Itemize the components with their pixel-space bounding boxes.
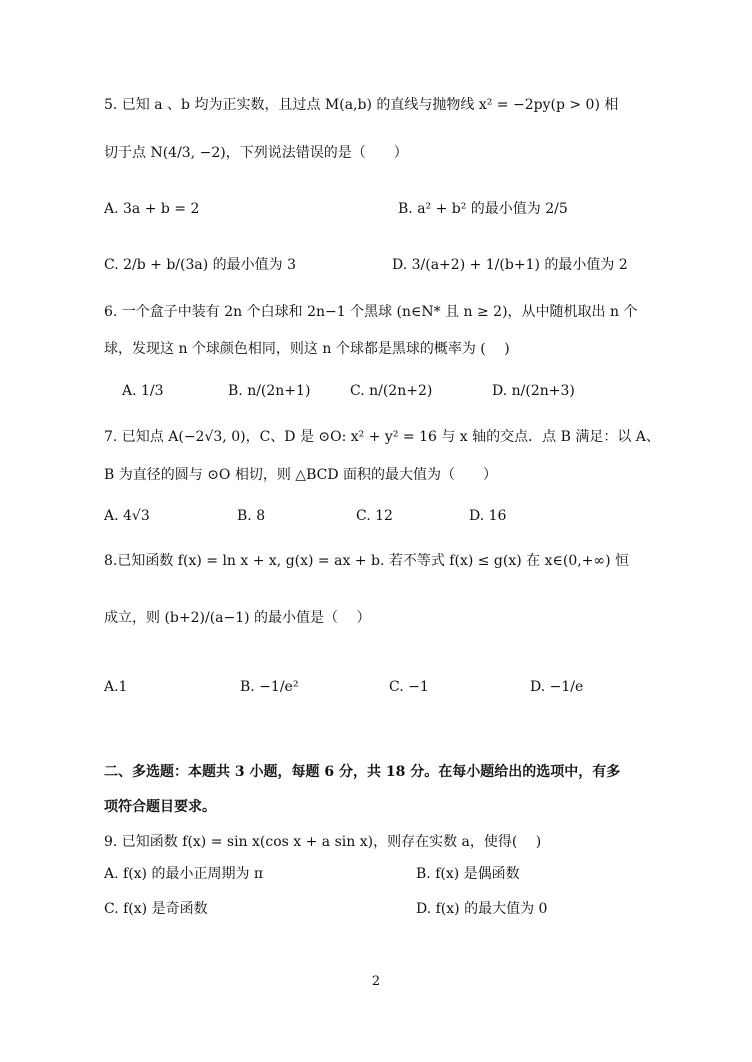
q8-line2: 成立，则 (b+2)/(a−1) 的最小值是（ ） <box>104 610 371 626</box>
q7-option-b: B. 8 <box>237 508 266 524</box>
q6-option-d: D. n/(2n+3) <box>492 383 575 399</box>
q8-option-a: A.1 <box>104 679 128 695</box>
q7-option-d: D. 16 <box>469 508 507 524</box>
q7-option-c: C. 12 <box>356 508 393 524</box>
q9-option-d: D. f(x) 的最大值为 0 <box>416 901 548 917</box>
q5-line1: 5. 已知 a 、b 均为正实数，且过点 M(a,b) 的直线与抛物线 x² = −2py(p > 0) 相 <box>104 97 619 113</box>
q6-line1: 6. 一个盒子中装有 2n 个白球和 2n−1 个黑球 (n∈N* 且 n ≥ 2)，从中随机取出 n 个 <box>104 304 638 320</box>
q5-option-b: B. a² + b² 的最小值为 2/5 <box>398 201 568 217</box>
q8-option-d: D. −1/e <box>530 679 584 695</box>
q5-line2: 切于点 N(4/3, −2)，下列说法错误的是（ ） <box>104 145 408 161</box>
q7-line2: B 为直径的圆与 ⊙O 相切，则 △BCD 面积的最大值为（ ） <box>104 467 497 483</box>
section2-line1: 二、多选题：本题共 3 小题，每题 6 分，共 18 分。在每小题给出的选项中，有多 <box>104 764 621 780</box>
q9-option-a: A. f(x) 的最小正周期为 π <box>104 866 264 882</box>
page-number: 2 <box>371 974 381 989</box>
q7-option-a: A. 4√3 <box>104 508 150 524</box>
q9-option-b: B. f(x) 是偶函数 <box>416 866 520 882</box>
q8-line1: 8.已知函数 f(x) = ln x + x, g(x) = ax + b. 若不等式 f(x) ≤ g(x) 在 x∈(0,+∞) 恒 <box>104 553 629 569</box>
q8-option-b: B. −1/e² <box>240 679 299 695</box>
q7-line1: 7. 已知点 A(−2√3, 0)，C、D 是 ⊙O: x² + y² = 16 与 x 轴的交点．点 B 满足：以 A、 <box>104 429 660 445</box>
q5-option-a: A. 3a + b = 2 <box>104 201 200 217</box>
q8-option-c: C. −1 <box>389 679 429 695</box>
q6-line2: 球，发现这 n 个球颜色相同，则这 n 个球都是黑球的概率为 ( ) <box>104 341 510 357</box>
q5-option-d: D. 3/(a+2) + 1/(b+1) 的最小值为 2 <box>392 257 628 273</box>
q6-option-c: C. n/(2n+2) <box>350 383 433 399</box>
q9-option-c: C. f(x) 是奇函数 <box>104 901 208 917</box>
q6-option-b: B. n/(2n+1) <box>228 383 311 399</box>
section2-line2: 项符合题目要求。 <box>104 799 216 815</box>
q6-option-a: A. 1/3 <box>122 383 164 399</box>
q5-option-c: C. 2/b + b/(3a) 的最小值为 3 <box>104 257 296 273</box>
q9-line1: 9. 已知函数 f(x) = sin x(cos x + a sin x)，则存在实数 a，使得( ) <box>104 834 542 850</box>
